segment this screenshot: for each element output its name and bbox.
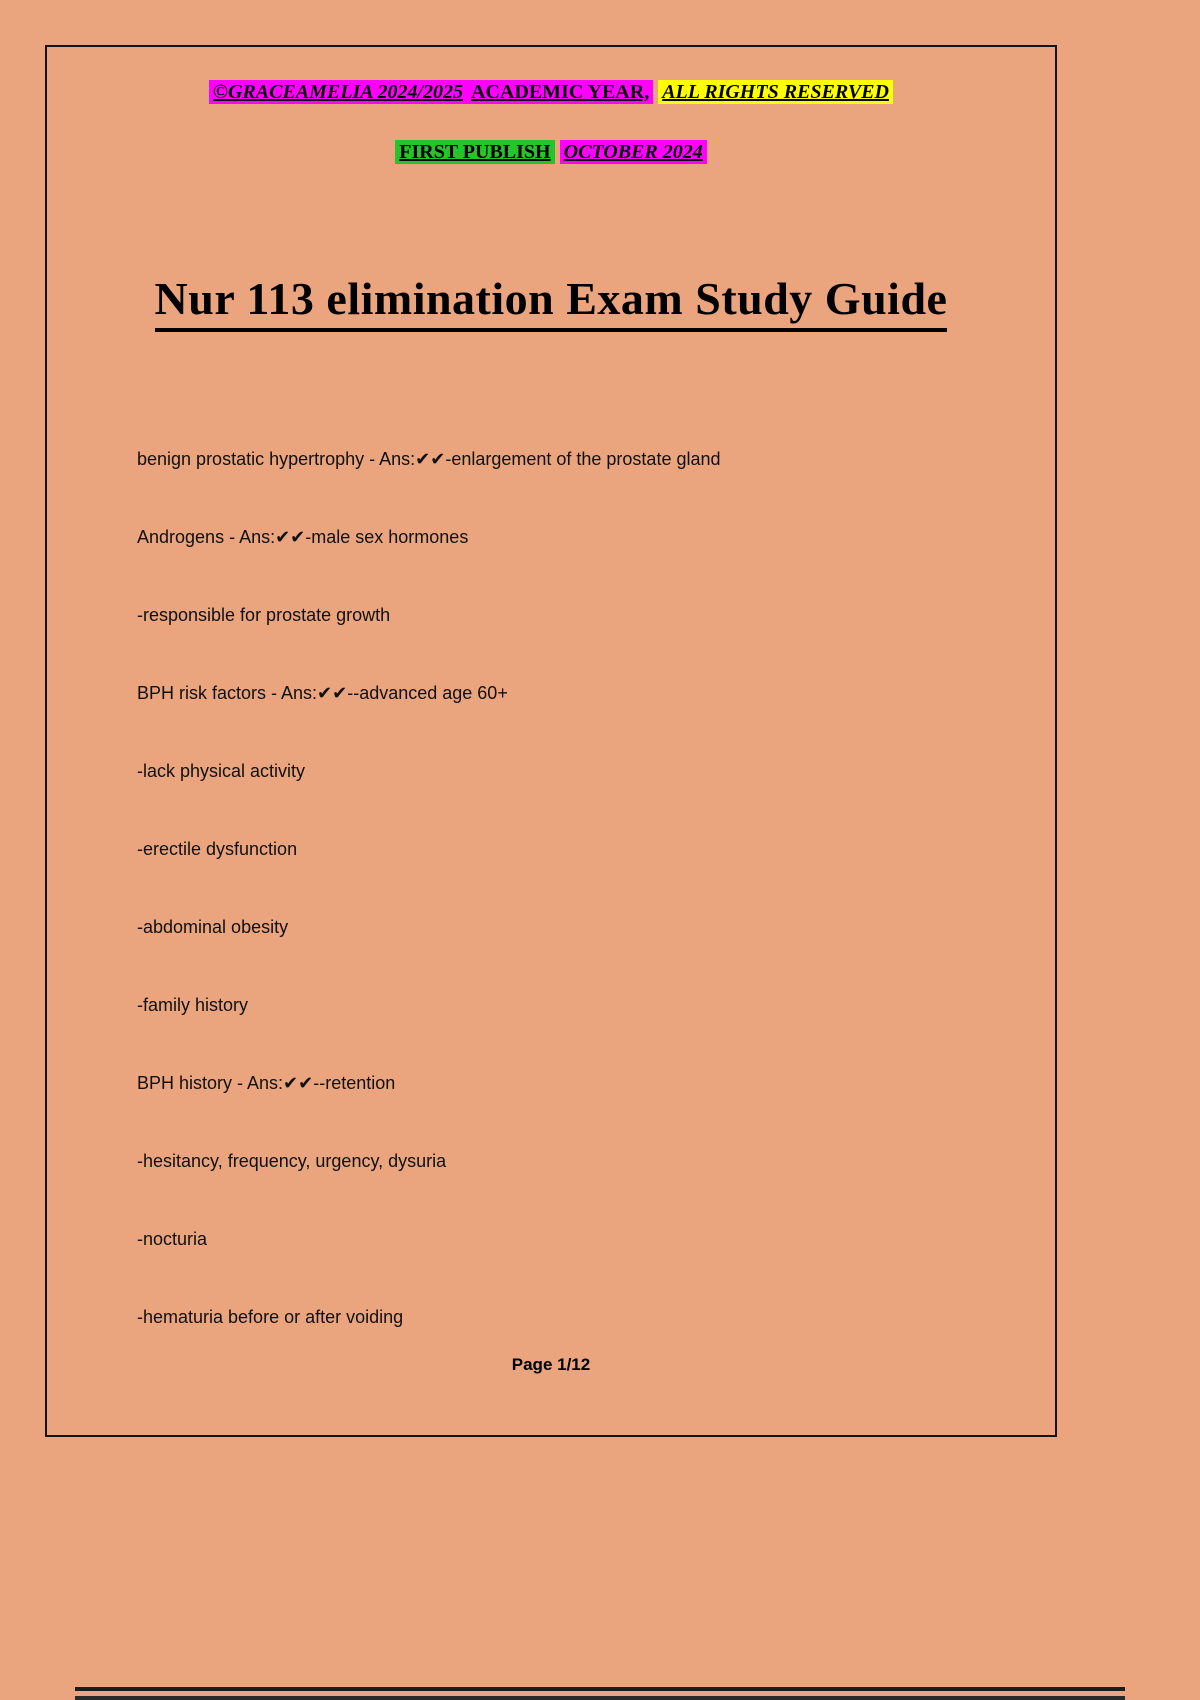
next-page-top-border	[75, 1687, 1125, 1691]
rights-reserved-text: ALL RIGHTS RESERVED	[658, 80, 893, 104]
document-page	[45, 45, 1057, 1437]
first-publish-text: FIRST PUBLISH	[395, 140, 554, 164]
body-line: -hesitancy, frequency, urgency, dysuria	[137, 1151, 447, 1171]
body-line: -responsible for prostate growth	[137, 605, 391, 625]
document-title-text: Nur 113 elimination Exam Study Guide	[155, 272, 948, 332]
body-line: -family history	[137, 995, 249, 1015]
publish-date-text: OCTOBER 2024	[560, 140, 707, 164]
study-guide-body	[137, 450, 1055, 1326]
next-page-edge-line	[75, 1696, 1125, 1700]
academic-year-text: ACADEMIC YEAR,	[467, 80, 653, 104]
copyright-text: ©GRACEAMELIA 2024/2025	[209, 80, 467, 104]
body-line: -erectile dysfunction	[137, 839, 298, 859]
body-line: -nocturia	[137, 1229, 208, 1249]
document-title	[47, 272, 1055, 332]
page-number: Page 1/12	[511, 1355, 591, 1374]
body-line: -hematuria before or after voiding	[137, 1307, 404, 1327]
header-publish-line	[47, 141, 1055, 164]
body-line: Androgens - Ans:✔✔-male sex hormones	[137, 527, 469, 547]
body-line: benign prostatic hypertrophy - Ans:✔✔-enlargement of the prostate gland	[137, 449, 721, 469]
body-line: -lack physical activity	[137, 761, 306, 781]
body-line: -abdominal obesity	[137, 917, 289, 937]
body-line: BPH risk factors - Ans:✔✔--advanced age 60+	[137, 683, 508, 703]
body-line: BPH history - Ans:✔✔--retention	[137, 1073, 396, 1093]
header-copyright-line	[47, 81, 1055, 104]
